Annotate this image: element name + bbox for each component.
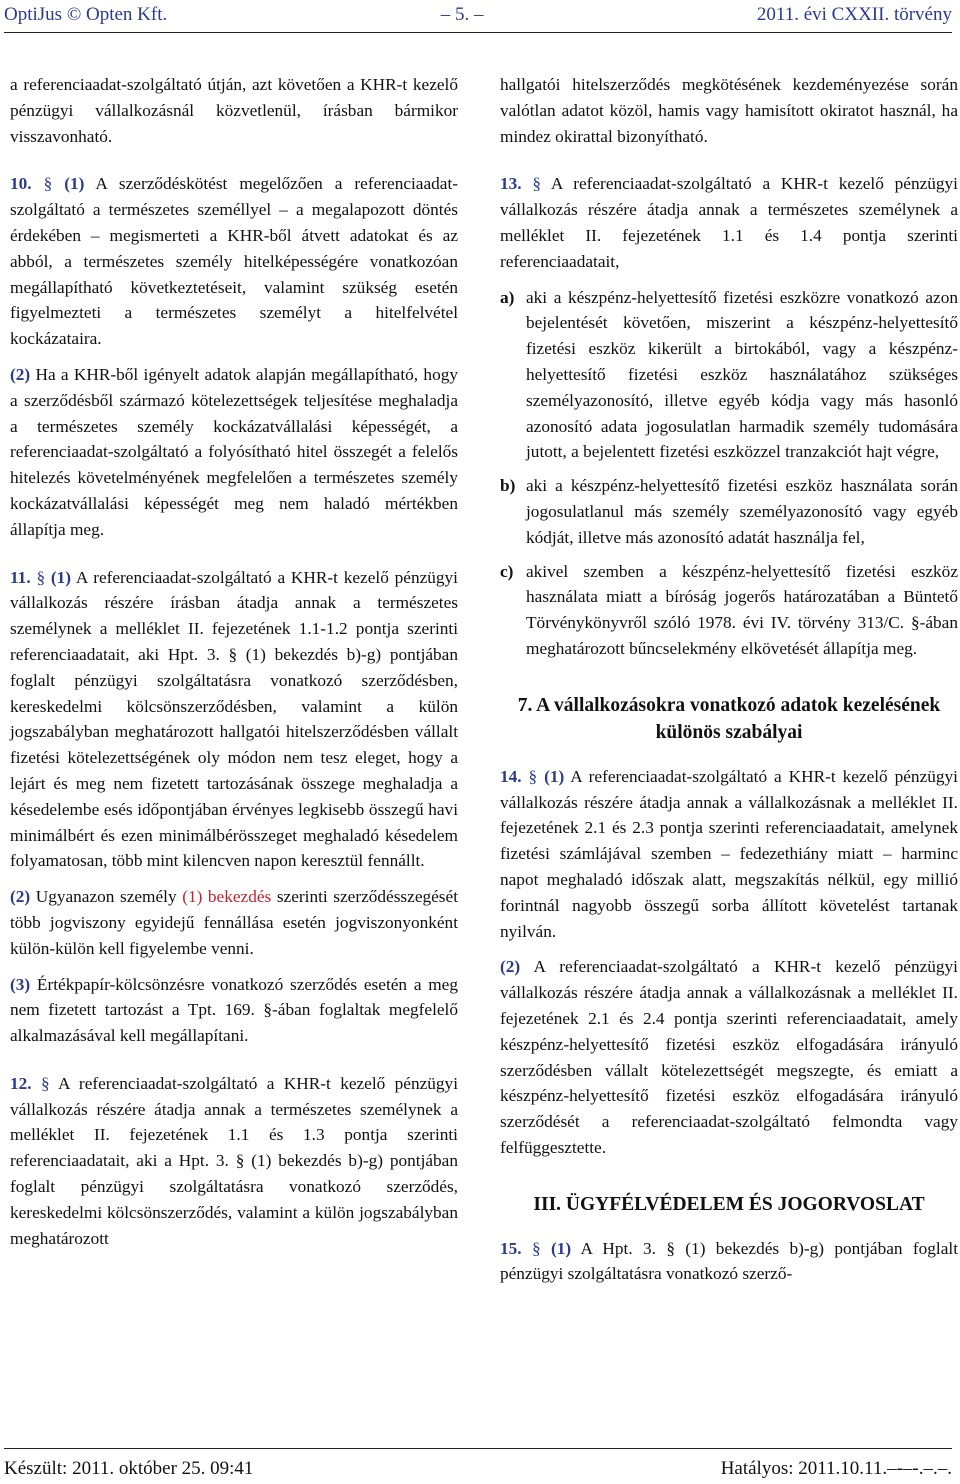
paragraph-text: Ha a KHR-ből igényelt adatok alapján megállapítható, hogy a szerződésből származó kötelezettségek teljesítése meghaladja a természetes személy kockázatvállalási képességét, a referenciaadat-szolgáltató a folyósítható hitel összegét a felelős hitelezés követelményének megfelelően a természetes személy kockázatvállalási képességét meg nem haladó mértékben állapítja meg. [10, 364, 458, 539]
header-page-number: – 5. – [440, 4, 484, 25]
subsection-number: (3) [10, 974, 31, 994]
header-publisher: OptiJus © Opten Kft. [4, 4, 168, 25]
section-number: 10. [10, 174, 32, 194]
page-footer [4, 1458, 952, 1482]
paragraph-text: A referenciaadat-szolgáltató a KHR-t kezelő pénzügyi vállalkozás részére átadja annak a vállalkozásnak a melléklet II. fejezetének 2.1 és 2.4 pontja szerinti referenciaadatait, amely készpénz-helyettesítő fizetési eszköz elfogadására irányuló szerződésben vállalt kötelezettségét megszegte, és emiatt a készpénz-helyettesítő fizetési eszköz elfogadására irányuló szerződését a referenciaadat-szolgáltató felmondta vagy felfüggesztette. [500, 957, 958, 1157]
right-column [500, 72, 958, 1297]
footer-created: Készült: 2011. október 25. 09:41 [4, 1458, 254, 1479]
section-12 [10, 1071, 458, 1252]
paragraph-text: A referenciaadat-szolgáltató a KHR-t kezelő pénzügyi vállalkozás részére írásban átadja annak a természetes személynek a melléklet II. fejezetének 1.1-1.2 pontja szerinti referenciaadatait, aki Hpt. 3. § (1) bekezdés b)-g) pontjában foglalt pénzügyi szolgáltatásra vonatkozó szerződésben, kereskedelmi kölcsönszerződésben, valamint a külön jogszabályban meghatározott hallgatói hitelszerződésben vállalt fizetési kötelezettségének oly módon nem tesz eleget, hogy a lejárt és meg nem fizetett tartozásának összege meghaladja a késedelembe esés időpontjában érvényes legkisebb összegű havi minimálbért és ezen minimálbérösszeget meghaladó késedelem folyamatosan, több mint kilencven napon keresztül fennállt. [10, 567, 458, 871]
footer-effective: Hatályos: 2011.10.11.–-–-.–.–. [720, 1458, 952, 1479]
section-11-para-1 [10, 565, 458, 875]
section-11-para-2 [10, 884, 458, 961]
list-item-label: c) [500, 561, 514, 581]
list-item [500, 473, 958, 550]
section-13 [500, 171, 958, 274]
subsection-number: (1) [550, 1238, 572, 1258]
chapter-heading: 7. A vállalkozásokra vonatkozó adatok kezelésének különös szabályai [517, 694, 941, 743]
paragraph: a referenciaadat-szolgáltató útján, azt követően a KHR-t kezelő pénzügyi vállalkozásnál közvetlenül, írásban bármikor visszavonható. [10, 75, 458, 146]
header-divider [4, 32, 952, 33]
header-law-title: 2011. évi CXXII. törvény [756, 4, 952, 25]
left-column [10, 72, 458, 1261]
section-10-para-2 [10, 362, 458, 543]
subsection-number: (1) [64, 174, 85, 194]
paragraph-text: A referenciaadat-szolgáltató a KHR-t kezelő pénzügyi vállalkozás részére átadja annak a vállalkozásnak a melléklet II. fejezetének 2.1 és 2.3 pontja szerinti referenciaadatait, amelynek fizetési számlájával szemben – fedezethiány miatt – harminc napot meghaladó időszak alatt, megszakítás nélkül, egy millió forintnál nagyobb összegű sorba állított követelést tartanak nyilván. [500, 766, 958, 941]
footer-divider [4, 1448, 952, 1449]
subsection-number: (1) [50, 567, 72, 587]
section-number: 15. [500, 1238, 522, 1258]
section-sign-link[interactable]: § [532, 174, 542, 194]
list-item [500, 285, 958, 466]
section-10-para-1 [10, 171, 458, 352]
paragraph-text: Értékpapír-kölcsönzésre vonatkozó szerződés esetén a meg nem fizetett tartozást a Tpt. 169. §-ában foglaltak megfelelő alkalmazásával kell megállapítani. [10, 974, 458, 1046]
paragraph: hallgatói hitelszerződés megkötésének kezdeményezése során valótlan adatot közöl, hamis vagy hamisított okiratot használ, ha mindez okirattal bizonyítható. [500, 75, 958, 146]
subsection-number: (2) [10, 364, 31, 384]
section-15-para-1 [500, 1236, 958, 1288]
subsection-number: (2) [500, 957, 521, 977]
paragraph-text: Ugyanazon személy [35, 887, 177, 907]
list-item-text: aki a készpénz-helyettesítő fizetési eszközre vonatkozó azon bejelentését követően, miszerint a készpénz-helyettesítő fizetési eszköz kikerült a birtokából, vagy a készpénz-helyettesítő fizetési eszköz használatához szükséges személyazonosító, illetve egyéb kódja vagy más hasonló azonosító adata jogosulatlan harmadik személy tudomására jutott, a bejelentett fizetési eszközzel tranzakciót hajt végre, [526, 287, 958, 462]
section-11-para-3 [10, 972, 458, 1049]
paragraph-text: A referenciaadat-szolgáltató a KHR-t kezelő pénzügyi vállalkozás részére átadja annak a természetes személynek a melléklet II. fejezetének 1.1 és 1.4 pontja szerinti referenciaadatait, [500, 174, 958, 271]
section-14-para-2 [500, 954, 958, 1160]
section-14-para-1 [500, 764, 958, 945]
section-number: 13. [500, 174, 522, 194]
paragraph-text: A referenciaadat-szolgáltató a KHR-t kezelő pénzügyi vállalkozás részére átadja annak a természetes személynek a melléklet II. fejezetének 1.1 és 1.3 pontja szerinti referenciaadatait, aki a Hpt. 3. § (1) bekezdés b)-g) pontjában foglalt pénzügyi szolgáltatásra vonatkozó szerződés, kereskedelmi kölcsönszerződés, valamint a külön jogszabályban meghatározott [10, 1073, 458, 1248]
subsection-number: (1) [544, 766, 565, 786]
list-item-label: b) [500, 476, 516, 496]
list-item-text: aki a készpénz-helyettesítő fizetési eszköz használata során jogosulatlanul más személy személyazonosító vagy egyéb kódját, illetve más azonosító adatát használja fel, [526, 476, 958, 547]
section-sign-link[interactable]: § [40, 1073, 50, 1093]
paragraph-text: szerinti szerződésszegését több jogviszony egyidejű fennállása esetén jogviszonyonként külön-külön kell figyelembe venni. [10, 887, 458, 958]
section-number: 12. [10, 1073, 32, 1093]
subsection-number: (2) [10, 887, 31, 907]
section-sign-link[interactable]: § [531, 1238, 541, 1258]
section-number: 11. [10, 567, 31, 587]
list-item [500, 559, 958, 662]
section-sign-link[interactable]: § [36, 567, 46, 587]
paragraph-text: A szerződéskötést megelőzően a referenciaadat-szolgáltató a természetes személlyel – a megalapozott döntés érdekében – megismerteti a KHR-ből átvett adatokat és az abból, a természetes személy hitelképességére vonatkozóan megállapítható következtetéseit, valamint szükség esetén figyelmezteti a természetes személyt a hitelfelvétel kockázataira. [10, 174, 459, 349]
page-header [4, 4, 952, 30]
section-number: 14. [500, 766, 522, 786]
subsection-reference-link[interactable]: (1) bekezdés [182, 887, 272, 907]
list-item-label: a) [500, 287, 515, 307]
paragraph-text: A Hpt. 3. § (1) bekezdés b)-g) pontjában foglalt pénzügyi szolgáltatásra vonatkozó szerző- [500, 1238, 958, 1284]
part-heading: III. ÜGYFÉLVÉDELEM ÉS JOGORVOSLAT [533, 1193, 925, 1215]
section-sign-link[interactable]: § [528, 766, 538, 786]
list-item-text: akivel szemben a készpénz-helyettesítő fizetési eszköz használata miatt a bíróság jogerős határozatában a Büntető Törvénykönyvről szóló 1978. évi IV. törvény 313/C. §-ában meghatározott bűncselekmény elkövetését állapítja meg. [526, 561, 958, 658]
section-sign-link[interactable]: § [43, 174, 53, 194]
